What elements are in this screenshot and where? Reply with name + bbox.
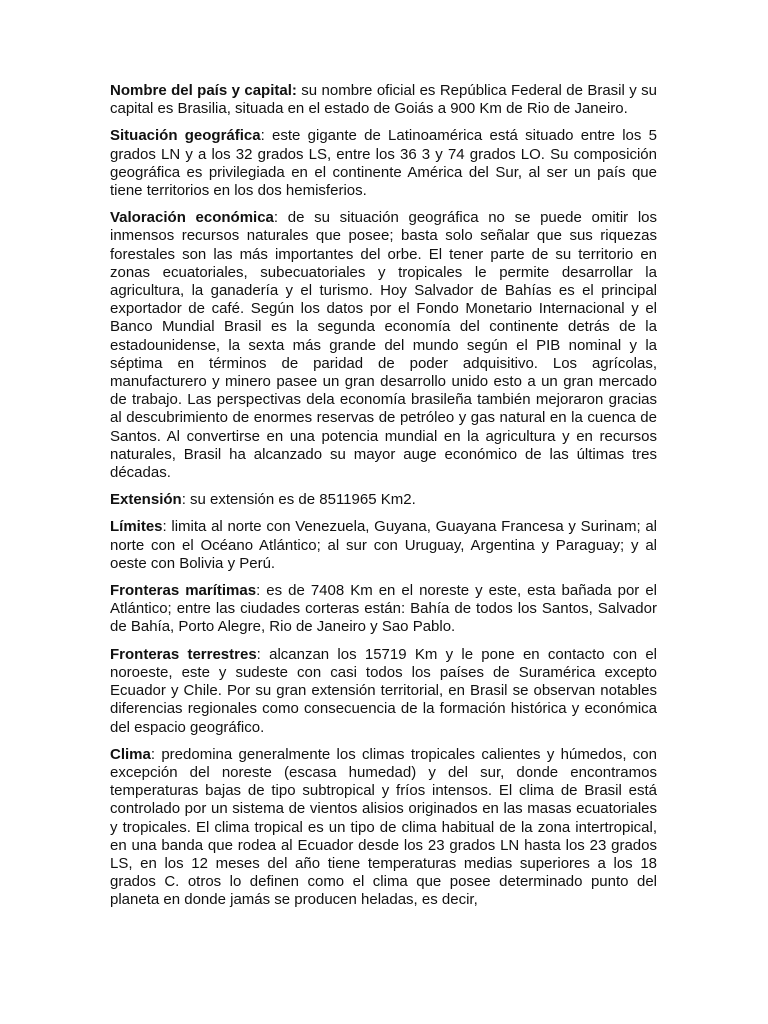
term-extension: Extensión [110, 491, 182, 509]
document-page [110, 82, 657, 919]
text-extension: : su extensión es de 8511965 Km2. [181, 491, 416, 509]
term-situacion: Situación geográfica [110, 127, 261, 145]
paragraph-fronteras-maritimas [110, 582, 657, 637]
paragraph-limites [110, 518, 657, 573]
term-limites: Límites [110, 518, 163, 536]
paragraph-situacion [110, 127, 657, 200]
text-valoracion: : de su situación geográfica no se puede omitir los inmensos recursos naturales que posee; basta solo señalar que sus riquezas forestales son las más importantes del orbe. El tener parte de su territorio en zonas ecuatoriales, subecuatoriales y tropicales le permite desarrollar la agricultura, la ganadería y el turismo. Hoy Salvador de Bahías es el principal exportador de café. Según los datos por el Fondo Monetario Internacional y el Banco Mundial Brasil es la segunda economía del continente detrás de la estadounidense, la sexta más grande del mundo según el PIB nominal y la séptima en términos de paridad de poder adquisitivo. Los agrícolas, manufacturero y minero pasee un gran desarrollo unido esto a un gran mercado de trabajo. Las perspectivas dela economía brasileña también mejoraron gracias al descubrimiento de enormes reservas de petróleo y gas natural en la cuenca de Santos. Al convertirse en una potencia mundial en la agricultura y en recursos naturales, Brasil ha alcanzado su mayor auge económico de las últimas tres décadas. [110, 209, 657, 482]
paragraph-valoracion [110, 209, 657, 482]
text-clima: : predomina generalmente los climas tropicales calientes y húmedos, con excepción del noreste (escasa humedad) y del sur, donde encontramos temperaturas bajas de tipo subtropical y fríos intensos. El clima de Brasil está controlado por un sistema de vientos alisios originados en las masas ecuatoriales y tropicales. El clima tropical es un tipo de clima habitual de la zona intertropical, en una banda que rodea al Ecuador desde los 23 grados LN hasta los 23 grados LS, en los 12 meses del año tiene temperaturas medias superiores a los 18 grados C. otros lo definen como el clima que posee determinado punto del planeta en donde jamás se producen heladas, es decir, [110, 745, 657, 909]
paragraph-nombre [110, 82, 657, 118]
term-fronteras-terrestres: Fronteras terrestres [110, 645, 257, 663]
term-valoracion: Valoración económica [110, 209, 274, 227]
text-limites: : limita al norte con Venezuela, Guyana, Guayana Francesa y Surinam; al norte con el Océano Atlántico; al sur con Uruguay, Argentina y Paraguay; y al oeste con Bolivia y Perú. [110, 518, 657, 572]
text-fronteras-terrestres: : alcanzan los 15719 Km y le pone en contacto con el noroeste, este y sudeste con casi todos los países de Suramérica excepto Ecuador y Chile. Por su gran extensión territorial, en Brasil se observan notables diferencias regionales como consecuencia de la formación histórica y económica del espacio geográfico. [110, 645, 657, 736]
paragraph-fronteras-terrestres [110, 646, 657, 737]
paragraph-extension [110, 491, 657, 509]
term-nombre: Nombre del país y capital: [110, 82, 297, 99]
term-clima: Clima [110, 745, 151, 763]
paragraph-clima [110, 746, 657, 910]
text-situacion: : este gigante de Latinoamérica está situado entre los 5 grados LN y a los 32 grados LS, entre los 36 3 y 74 grados LO. Su composición geográfica es privilegiada en el continente América del Sur, al ser un país que tiene territorios en los dos hemisferios. [110, 127, 657, 200]
term-fronteras-maritimas: Fronteras marítimas [110, 582, 257, 600]
text-fronteras-maritimas: : es de 7408 Km en el noreste y este, esta bañada por el Atlántico; entre las ciudades corteras están: Bahía de todos los Santos, Salvador de Bahía, Porto Alegre, Rio de Janeiro y Sao Pablo. [110, 582, 657, 636]
text-nombre: su nombre oficial es República Federal de Brasil y su capital es Brasilia, situada en el estado de Goiás a 900 Km de Rio de Janeiro. [110, 82, 658, 118]
